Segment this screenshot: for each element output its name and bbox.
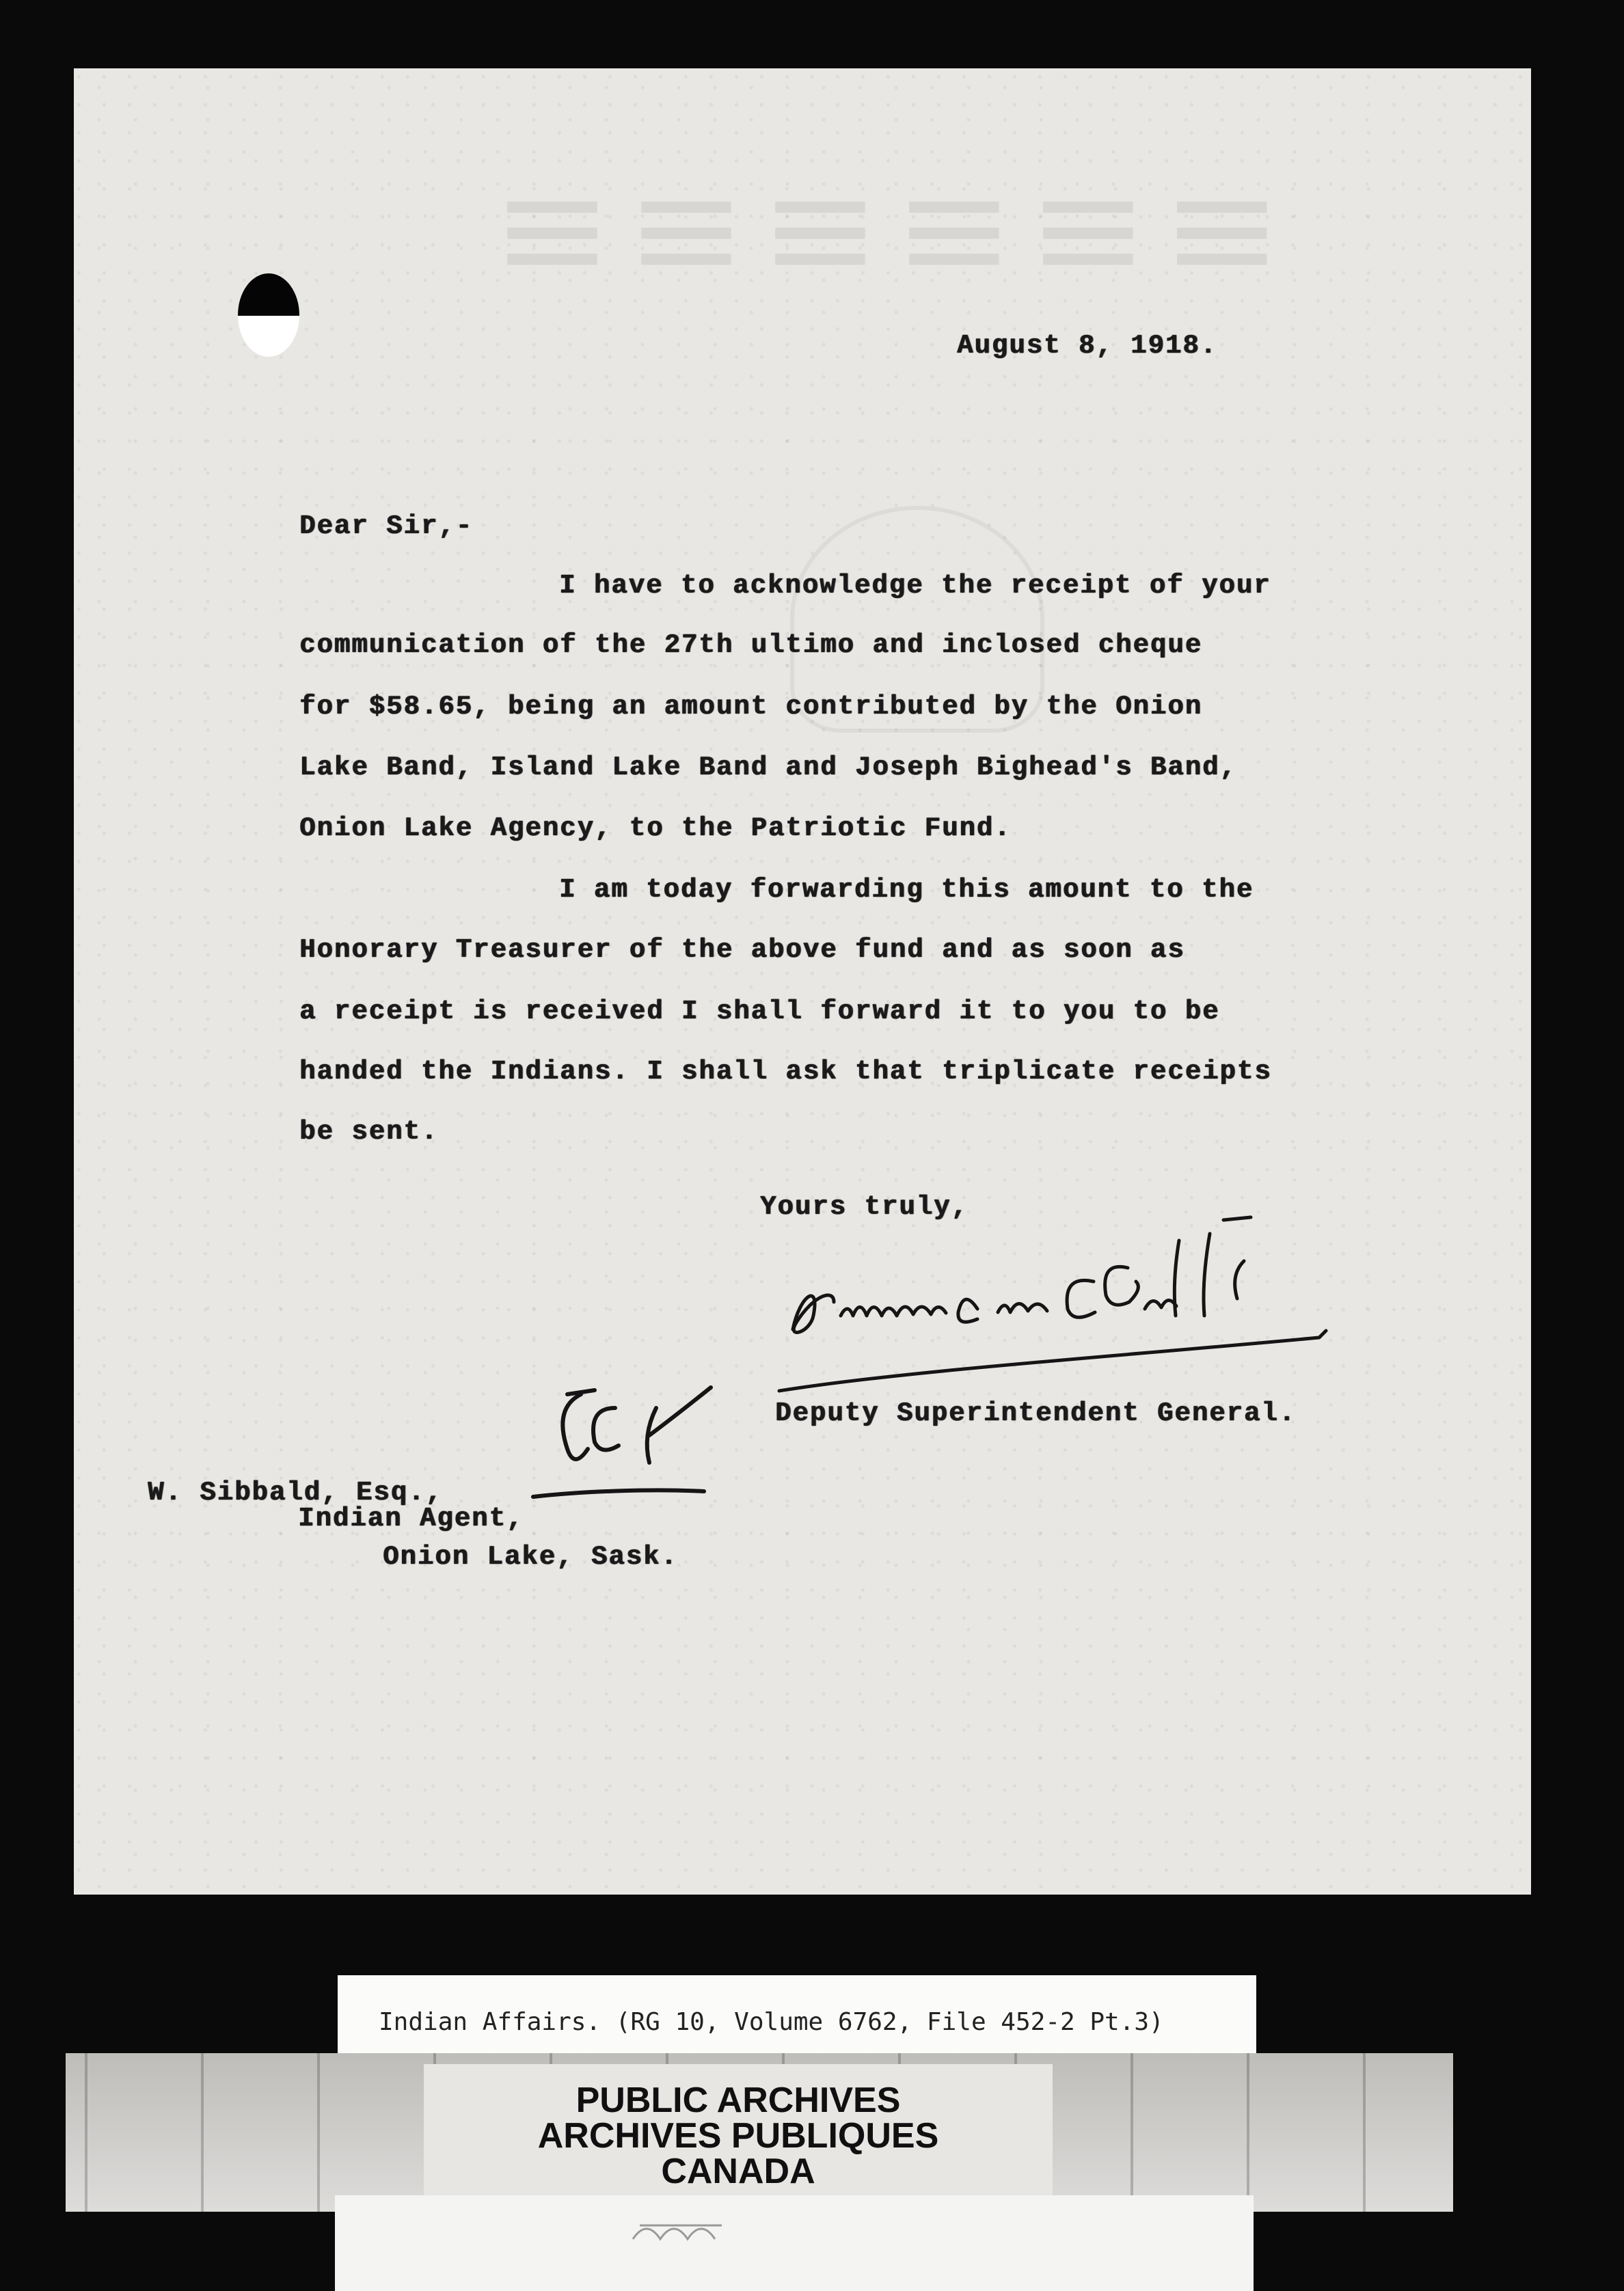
body-line: Lake Band, Island Lake Band and Joseph Bighead's Band, — [299, 753, 1237, 783]
stamp-line: ARCHIVES PUBLIQUES — [537, 2116, 939, 2156]
faded-letterhead-watermark: ≡≡≡≡≡≡ — [492, 145, 1296, 312]
handwritten-initials — [478, 1367, 752, 1504]
body-line: Honorary Treasurer of the above fund and as soon as — [299, 935, 1185, 965]
addressee-line: W. Sibbald, Esq., — [148, 1478, 443, 1508]
handwritten-signature — [772, 1213, 1340, 1398]
signatory-title: Deputy Superintendent General. — [775, 1398, 1297, 1428]
archive-reference-text: Indian Affairs. (RG 10, Volume 6762, File 452-2 Pt.3) — [379, 2007, 1164, 2036]
body-line: handed the Indians. I shall ask that triplicate receipts — [299, 1057, 1272, 1087]
addressee-line: Onion Lake, Sask. — [383, 1542, 678, 1572]
body-line: Onion Lake Agency, to the Patriotic Fund. — [299, 813, 1012, 843]
salutation: Dear Sir,- — [299, 511, 474, 541]
letter-date: August 8, 1918. — [957, 331, 1218, 361]
faded-stamp-mark — [626, 2212, 735, 2253]
letter-page — [74, 68, 1531, 1895]
stamp-line: PUBLIC ARCHIVES — [576, 2080, 901, 2120]
body-line: communication of the 27th ultimo and inclosed cheque — [299, 630, 1202, 660]
bottom-label-strip — [335, 2195, 1254, 2291]
punch-hole — [238, 273, 299, 357]
body-line: I have to acknowledge the receipt of your — [559, 571, 1271, 601]
body-line: a receipt is received I shall forward it to you to be — [299, 997, 1220, 1027]
archive-stamp — [424, 2064, 1053, 2208]
body-line: I am today forwarding this amount to the — [559, 875, 1254, 905]
addressee-line: Indian Agent, — [298, 1504, 524, 1534]
body-line: for $58.65, being an amount contributed by the Onion — [299, 692, 1202, 722]
body-line: be sent. — [299, 1117, 439, 1147]
closing: Yours truly, — [760, 1192, 969, 1222]
stamp-line: CANADA — [661, 2152, 815, 2191]
